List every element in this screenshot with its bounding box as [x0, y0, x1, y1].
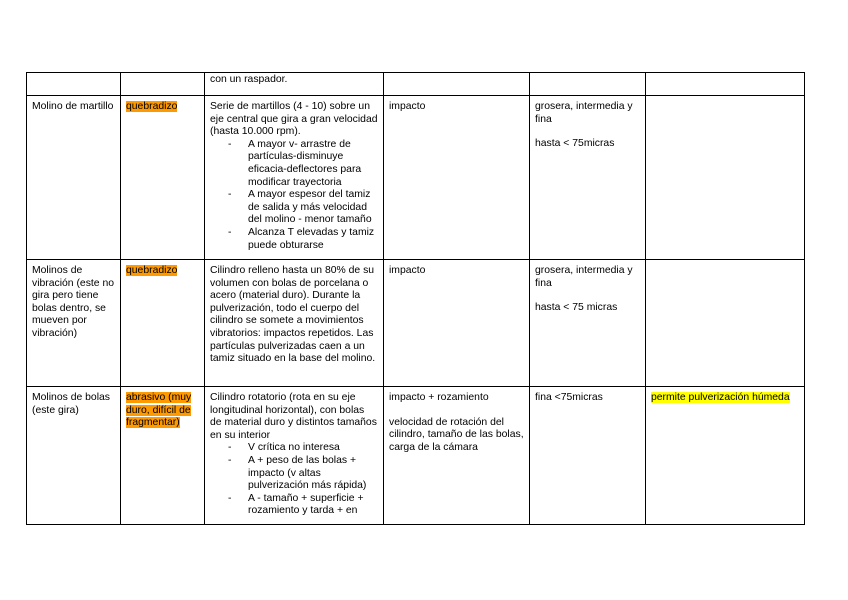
bullet-item: - V crítica no interesa [248, 442, 378, 455]
bullet-item: - A + peso de las bolas + impacto (v altas pulverización más rápida) [248, 455, 378, 493]
cell-name: Molinos de bolas (este gira) [27, 387, 121, 525]
bullet-item: - A mayor espesor del tamiz de salida y más velocidad del molino - menor tamaño [248, 189, 378, 227]
cell-size [530, 73, 646, 96]
size-extra: hasta < 75 micras [535, 302, 618, 314]
material-highlight: quebradizo [126, 265, 178, 276]
notes-highlight: permite pulverización húmeda [651, 392, 790, 403]
description-text: Serie de martillos (4 - 10) sobre un eje central que gira a gran velocidad (hasta 10.000 rpm). [210, 101, 378, 138]
cell-description: con un raspador. [205, 73, 384, 96]
bullet-item: - A - tamaño + superficie + rozamiento y tarda + en [248, 493, 378, 518]
cell-material [121, 260, 205, 387]
bullet-item: - Alcanza T elevadas y tamiz puede obturarse [248, 227, 378, 252]
mechanism-text: impacto + rozamiento [389, 392, 489, 403]
cell-notes [646, 96, 805, 260]
cell-description: Cilindro relleno hasta un 80% de su volumen con bolas de porcelana o acero (material duro). Durante la pulverización, todo el cuerpo del cilindro se somete a movimientos vibratorios: impactos repetidos. Las partículas pulverizadas caen a un tamiz situado en la base del molino. [205, 260, 384, 387]
cell-name [27, 73, 121, 96]
cell-mechanism: impacto [384, 96, 530, 260]
cell-size [530, 96, 646, 260]
cell-material [121, 96, 205, 260]
cell-description [205, 387, 384, 525]
size-extra: hasta < 75micras [535, 138, 615, 150]
mechanism-extra: velocidad de rotación del cilindro, tamaño de las bolas, carga de la cámara [389, 416, 524, 453]
bullet-list [210, 139, 378, 252]
cell-size: fina <75micras [530, 387, 646, 525]
cell-description [205, 96, 384, 260]
size-text: grosera, intermedia y fina [535, 101, 633, 125]
table-row [27, 387, 805, 525]
cell-material [121, 387, 205, 525]
cell-material [121, 73, 205, 96]
cell-mechanism [384, 73, 530, 96]
cell-notes [646, 387, 805, 525]
mill-comparison-table [26, 72, 805, 525]
bullet-list [210, 442, 378, 518]
cell-name: Molino de martillo [27, 96, 121, 260]
size-text: grosera, intermedia y fina [535, 265, 633, 289]
cell-mechanism: impacto [384, 260, 530, 387]
cell-name: Molinos de vibración (este no gira pero tiene bolas dentro, se mueven por vibración) [27, 260, 121, 387]
table-row [27, 96, 805, 260]
cell-notes [646, 73, 805, 96]
cell-notes [646, 260, 805, 387]
cell-mechanism [384, 387, 530, 525]
table-row [27, 73, 805, 96]
table-row [27, 260, 805, 387]
material-highlight: quebradizo [126, 101, 178, 112]
description-text: Cilindro rotatorio (rota en su eje longitudinal horizontal), con bolas de material duro y distintos tamaños en su interior [210, 392, 377, 441]
material-highlight: abrasivo (muy duro, difícil de fragmentar) [126, 392, 192, 429]
bullet-item: - A mayor v- arrastre de partículas-disminuye eficacia-deflectores para modificar trayectoria [248, 139, 378, 189]
cell-size [530, 260, 646, 387]
